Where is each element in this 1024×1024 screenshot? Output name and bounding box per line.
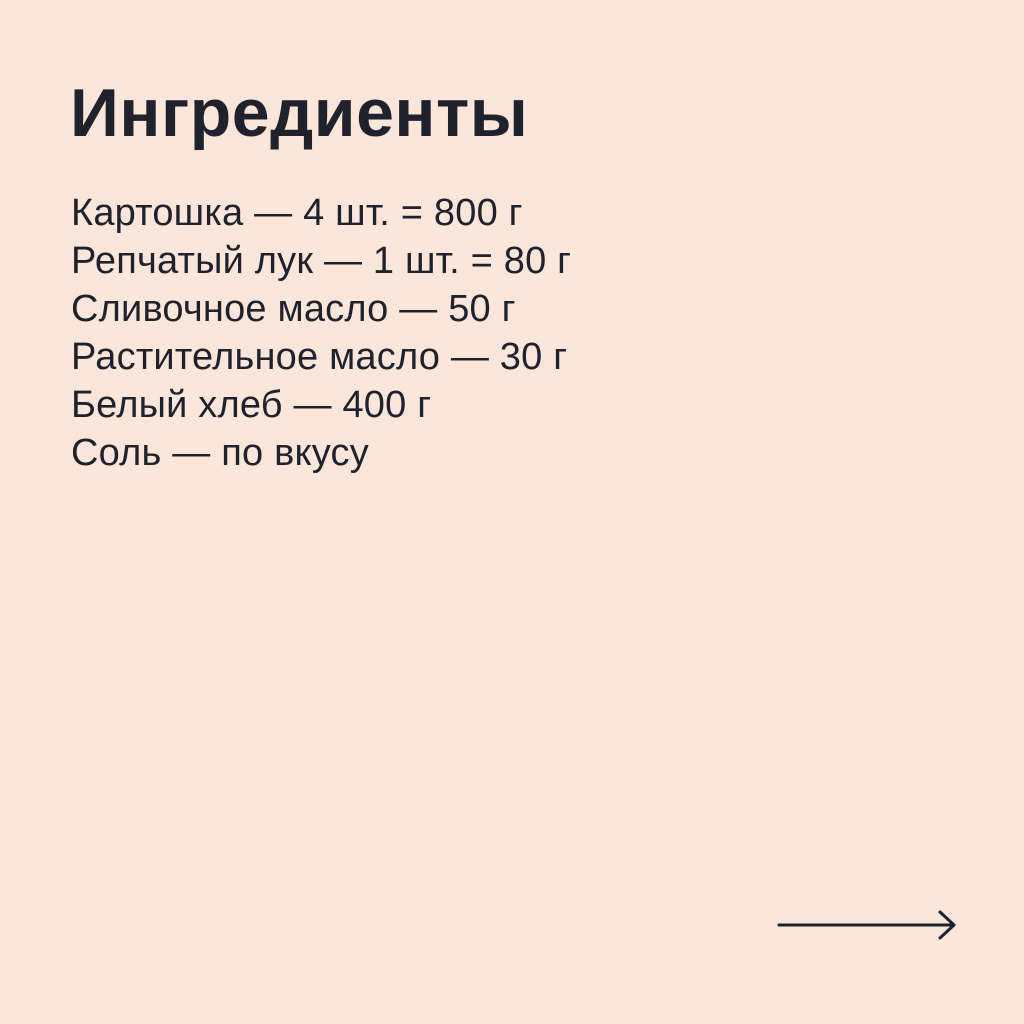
next-slide-button[interactable]: [776, 906, 960, 944]
ingredient-vegetable-oil: Растительное масло — 30 г: [71, 336, 568, 378]
ingredient-salt: Соль — по вкусу: [71, 432, 369, 474]
arrow-right-icon: [776, 906, 960, 944]
ingredient-onion: Репчатый лук — 1 шт. = 80 г: [71, 240, 572, 282]
page-title: Ингредиенты: [70, 75, 529, 151]
ingredient-list: [71, 189, 571, 477]
ingredient-potatoes: Картошка — 4 шт. = 800 г: [71, 192, 523, 234]
ingredient-white-bread: Белый хлеб — 400 г: [71, 384, 432, 426]
ingredient-butter: Сливочное масло — 50 г: [71, 288, 516, 330]
